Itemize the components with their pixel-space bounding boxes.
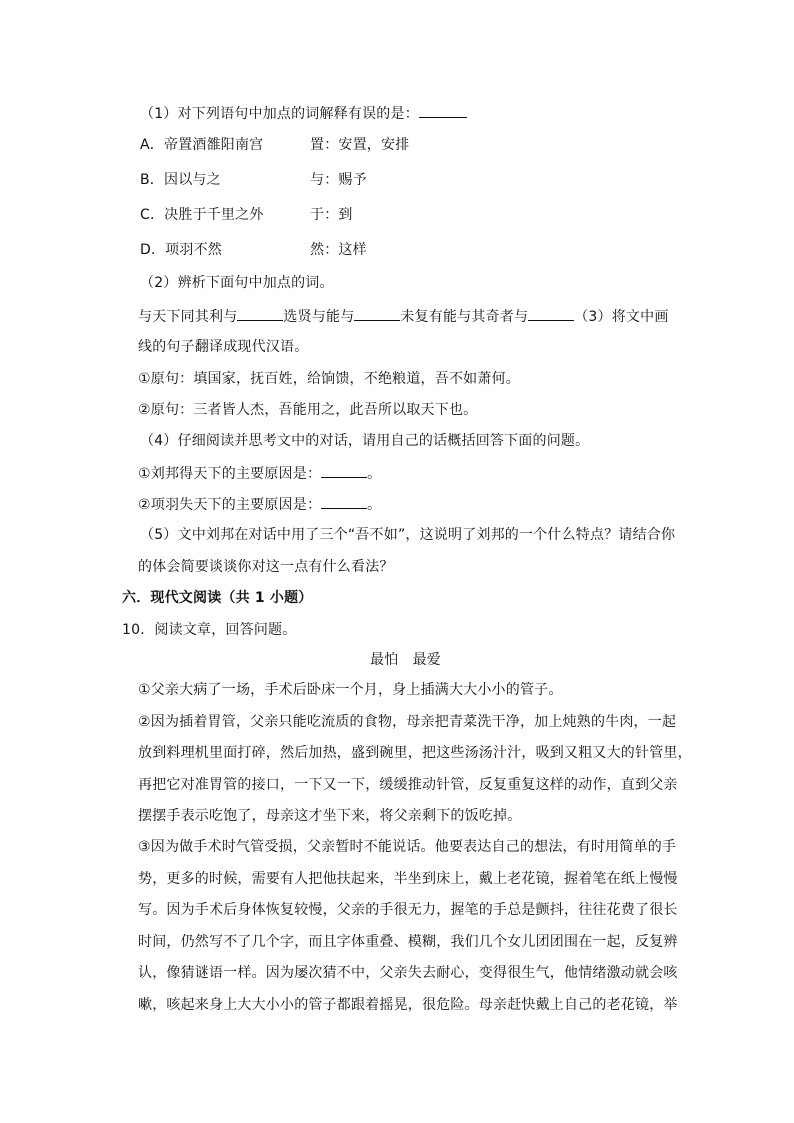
q2-items: 与天下同其利与 选贤与能与 未复有能与其奇者与 （3）将文中画 xyxy=(138,306,669,327)
q5-line-2: 的体会简要谈谈你对这一点有什么看法？ xyxy=(138,559,394,575)
q3-sentence-2: ②原句：三者皆人杰，吾能用之，此吾所以取天下也。 xyxy=(138,402,478,418)
question-10: 10．阅读文章，回答问题。 xyxy=(122,622,297,638)
answer-blank xyxy=(321,494,367,509)
answer-blank xyxy=(419,103,467,118)
q4-answer-2: ②项羽失天下的主要原因是： 。 xyxy=(138,494,381,515)
article-p3-line: ③因为做手术时气管受损，父亲暂时不能说话。他要表达自己的想法，有时用简单的手 xyxy=(138,839,677,855)
article-p3-line: 势，更多的时候，需要有人把他扶起来，半坐到床上，戴上老花镜，握着笔在纸上慢慢 xyxy=(138,871,678,887)
article-paragraph-1: ①父亲大病了一场，手术后卧床一个月，身上插满大大小小的管子。 xyxy=(138,682,563,698)
article-p3-line: 认，像猜谜语一样。因为屡次猜不中，父亲失去耐心，变得很生气，他情绪激动就会咳 xyxy=(138,965,678,981)
article-p3-line: 嗽，咳起来身上大大小小的管子都跟着摇晃，很危险。母亲赶快戴上自己的老花镜，举 xyxy=(138,997,678,1013)
q1-option-b: B．因以与之 与：赐予 xyxy=(140,172,367,188)
q3-stem-cont: 线的句子翻译成现代汉语。 xyxy=(138,339,309,355)
article-p3-line: 时间，仍然写不了几个字，而且字体重叠、模糊，我们几个女儿团团围在一起，反复辨 xyxy=(138,934,678,950)
article-p2-line: 再把它对准胃管的接口，一下又一下，缓缓推动针管，反复重复这样的动作，直到父亲 xyxy=(138,777,678,793)
answer-blank xyxy=(237,306,283,321)
article-title: 最怕 最爱 xyxy=(370,652,441,668)
q1-option-c: C．决胜于千里之外 于：到 xyxy=(140,207,353,223)
answer-blank xyxy=(528,306,574,321)
section-heading: 六．现代文阅读（共 1 小题） xyxy=(122,590,313,606)
q1-option-a: A．帝置酒雒阳南宫 置：安置，安排 xyxy=(140,137,410,153)
q4-stem: （4）仔细阅读并思考文中的对话，请用自己的话概括回答下面的问题。 xyxy=(140,433,590,449)
article-p2-line: ②因为插着胃管，父亲只能吃流质的食物，母亲把青菜洗干净，加上炖熟的牛肉，一起 xyxy=(138,714,677,730)
q1-option-d: D．项羽不然 然：这样 xyxy=(140,242,367,258)
article-p2-line: 放到料理机里面打碎，然后加热，盛到碗里，把这些汤汤汁汁，吸到又粗又大的针管里， xyxy=(138,745,692,761)
answer-blank xyxy=(321,463,367,478)
q1-stem: （1）对下列语句中加点的词解释有误的是： xyxy=(140,103,467,124)
q5-line-1: （5）文中刘邦在对话中用了三个“吾不如”，这说明了刘邦的一个什么特点？请结合你 xyxy=(140,527,676,543)
article-p3-line: 写。因为手术后身体恢复较慢，父亲的手很无力，握笔的手总是颤抖，往往花费了很长 xyxy=(138,902,678,918)
q4-answer-1: ①刘邦得天下的主要原因是： 。 xyxy=(138,463,381,484)
q2-stem: （2）辨析下面句中加点的词。 xyxy=(140,275,334,291)
q3-sentence-1: ①原句：填国家，抚百姓，给饷馈，不绝粮道，吾不如萧何。 xyxy=(138,371,520,387)
answer-blank xyxy=(354,306,400,321)
article-p2-line: 摆摆手表示吃饱了，母亲这才坐下来，将父亲剩下的饭吃掉。 xyxy=(138,808,522,824)
